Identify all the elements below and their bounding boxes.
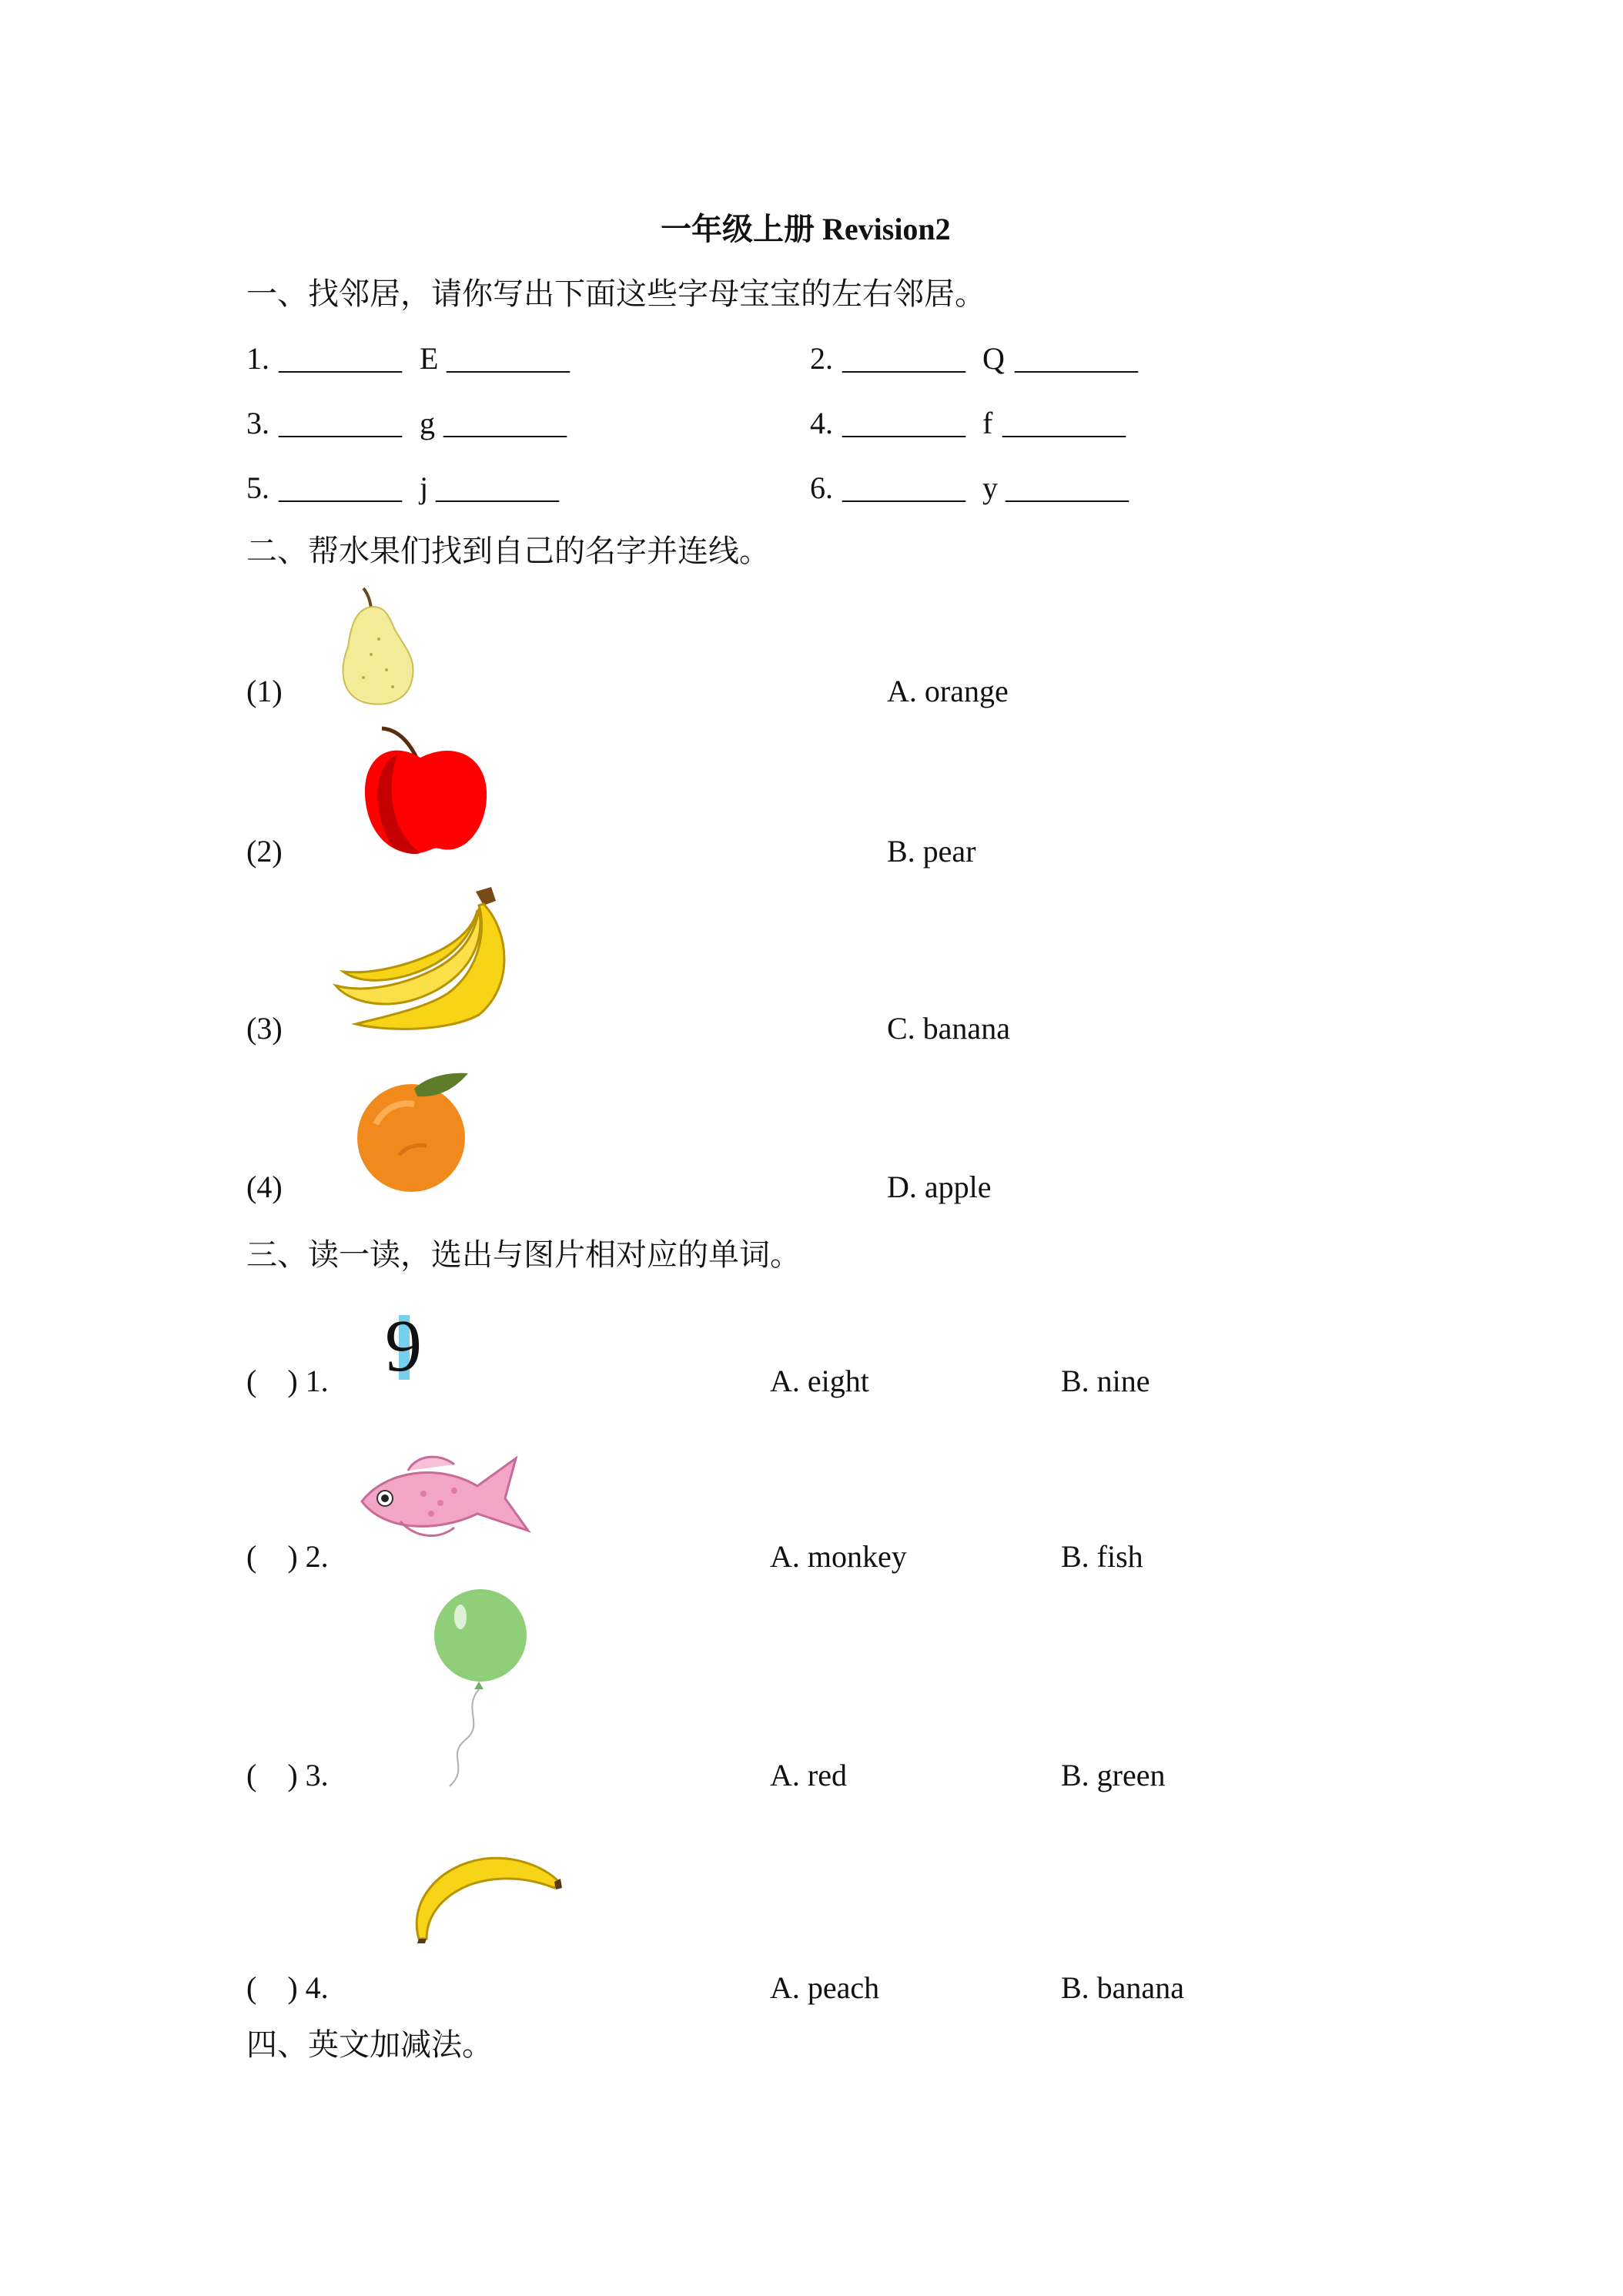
match-option: D. apple bbox=[887, 1170, 992, 1204]
answer-blank[interactable]: ________ bbox=[279, 341, 402, 376]
match-item-number: (4) bbox=[246, 1170, 283, 1204]
answer-blank[interactable]: ________ bbox=[842, 470, 965, 505]
choice-item-number: ( ) 2. bbox=[246, 1539, 329, 1574]
letter: g bbox=[420, 406, 435, 440]
match-option: B. pear bbox=[887, 834, 976, 869]
match-option: A. orange bbox=[887, 674, 1009, 708]
page-title: 一年级上册 Revision2 bbox=[661, 212, 951, 246]
answer-blank[interactable]: ________ bbox=[842, 341, 965, 376]
letter: E bbox=[420, 341, 439, 376]
letter: Q bbox=[982, 341, 1005, 376]
choice-a: A. red bbox=[770, 1758, 847, 1792]
fish-picture bbox=[354, 1448, 531, 1543]
answer-blank[interactable]: ________ bbox=[279, 470, 402, 505]
answer-blank[interactable]: ________ bbox=[447, 341, 570, 376]
section-1-heading: 一、找邻居，请你写出下面这些字母宝宝的左右邻居。 bbox=[246, 276, 986, 311]
choice-item-number: ( ) 1. bbox=[246, 1364, 329, 1398]
answer-blank[interactable]: ________ bbox=[1015, 341, 1138, 376]
answer-blank[interactable]: ________ bbox=[443, 406, 567, 440]
choice-a: A. peach bbox=[770, 1970, 880, 2005]
choice-b: B. banana bbox=[1061, 1970, 1184, 2005]
choice-a: A. eight bbox=[770, 1364, 869, 1398]
answer-blank[interactable]: ________ bbox=[279, 406, 402, 440]
answer-blank[interactable]: ________ bbox=[842, 406, 965, 440]
item-number: 1. bbox=[246, 341, 269, 376]
choice-item-number: ( ) 4. bbox=[246, 1970, 329, 2005]
item-number: 2. bbox=[810, 341, 833, 376]
orange-picture bbox=[353, 1070, 476, 1193]
item-number: 3. bbox=[246, 406, 269, 440]
match-item-number: (1) bbox=[246, 674, 283, 708]
letter: y bbox=[982, 470, 998, 505]
section-2-heading: 二、帮水果们找到自己的名字并连线。 bbox=[246, 534, 770, 568]
answer-blank[interactable]: ________ bbox=[1006, 470, 1129, 505]
letter: f bbox=[982, 406, 993, 440]
answer-blank[interactable]: ________ bbox=[1002, 406, 1126, 440]
choice-item-number: ( ) 3. bbox=[246, 1758, 329, 1792]
apple-picture bbox=[359, 724, 491, 861]
choice-b: B. nine bbox=[1061, 1364, 1150, 1398]
section-4-heading: 四、英文加减法。 bbox=[246, 2027, 493, 2062]
item-number: 4. bbox=[810, 406, 833, 440]
banana-picture bbox=[408, 1848, 562, 1943]
item-number: 6. bbox=[810, 470, 833, 505]
banana-bunch-picture bbox=[333, 885, 524, 1033]
number-nine-text: 9 bbox=[385, 1304, 422, 1387]
choice-a: A. monkey bbox=[770, 1539, 907, 1574]
answer-blank[interactable]: ________ bbox=[436, 470, 559, 505]
choice-b: B. green bbox=[1061, 1758, 1166, 1792]
pear-picture bbox=[333, 585, 425, 708]
letter: j bbox=[420, 470, 429, 505]
section-3-heading: 三、读一读，选出与图片相对应的单词。 bbox=[246, 1237, 801, 1272]
match-item-number: (3) bbox=[246, 1011, 283, 1046]
match-option: C. banana bbox=[887, 1011, 1010, 1046]
choice-b: B. fish bbox=[1061, 1539, 1143, 1574]
item-number: 5. bbox=[246, 470, 269, 505]
match-item-number: (2) bbox=[246, 834, 283, 869]
number-nine-picture bbox=[382, 1304, 431, 1387]
green-balloon-picture bbox=[431, 1586, 531, 1789]
